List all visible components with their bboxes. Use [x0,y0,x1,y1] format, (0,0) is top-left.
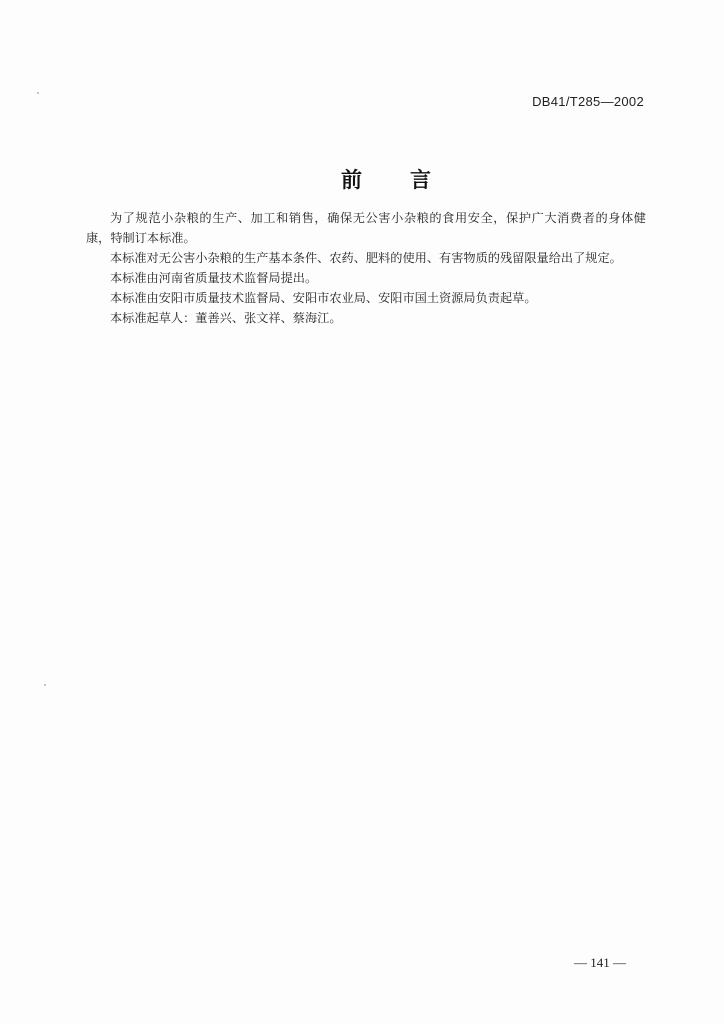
scan-speck [37,92,39,94]
paragraph-scope: 本标准对无公害小杂粮的生产基本条件、农药、肥料的使用、有害物质的残留限量给出了规定。 [110,251,622,265]
standard-code: DB41/T285—2002 [532,94,644,109]
page-number: — 141 — [574,955,626,970]
page-title: 前言 [341,168,479,192]
foreword-body [86,208,646,328]
paragraph-purpose: 为了规范小杂粮的生产、加工和销售，确保无公害小杂粮的食用安全，保护广大消费者的身体健康，特制订本标准。 [86,211,646,245]
paragraph-drafters: 本标准起草人：董善兴、张文祥、蔡海江。 [110,311,342,325]
paragraph-drafting-units: 本标准由安阳市质量技术监督局、安阳市农业局、安阳市国土资源局负责起草。 [110,291,537,305]
paragraph-proposer: 本标准由河南省质量技术监督局提出。 [110,271,318,285]
scan-speck [44,684,46,686]
